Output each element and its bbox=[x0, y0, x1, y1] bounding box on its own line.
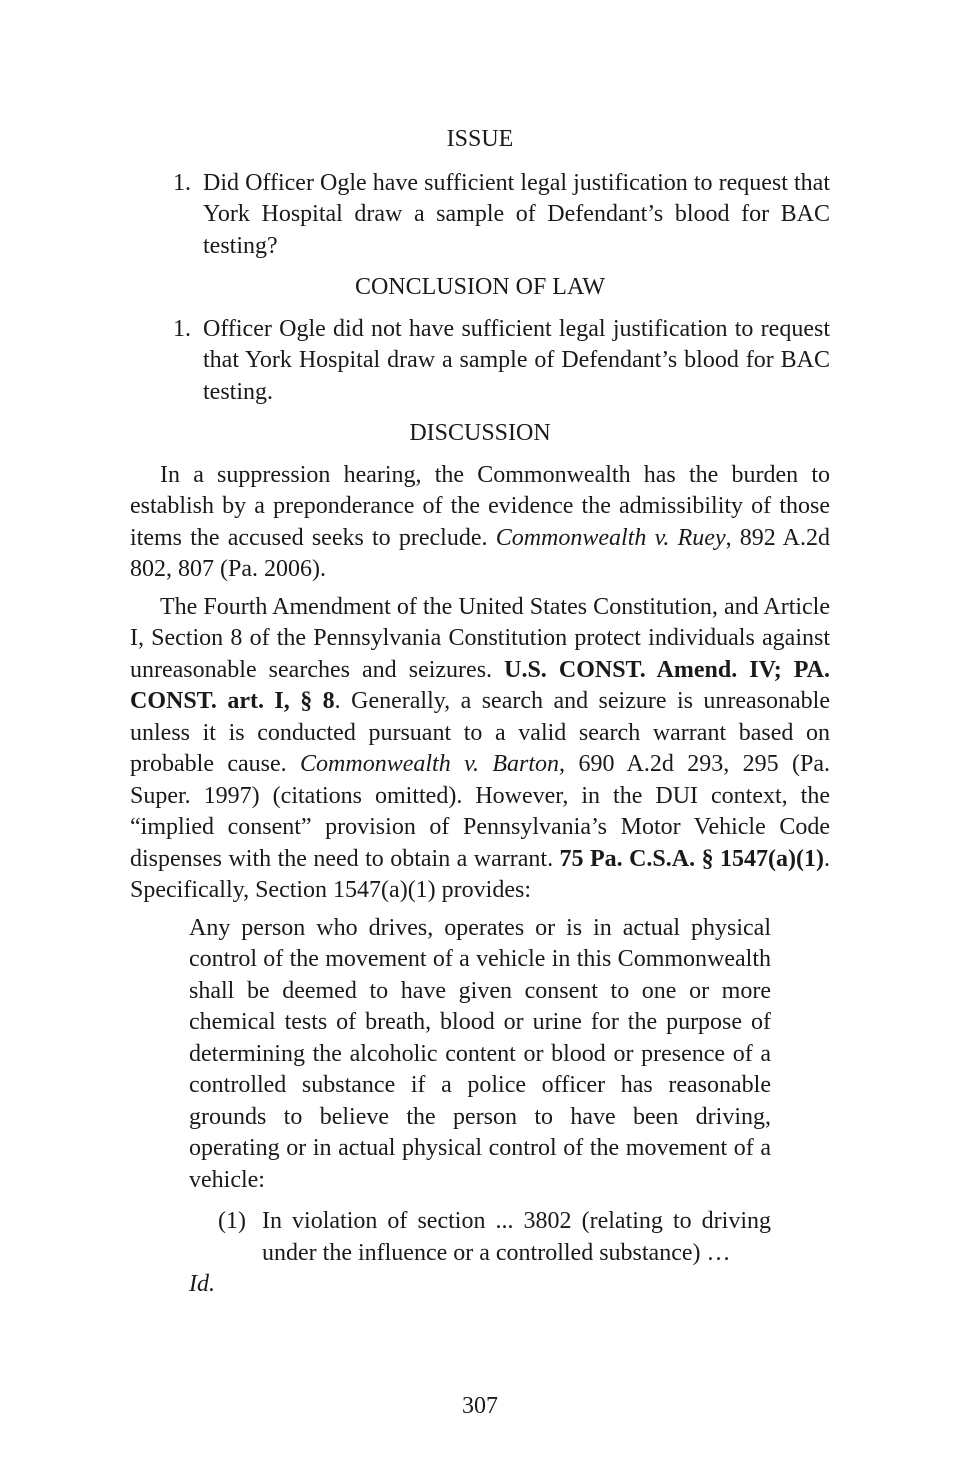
subsection-number: (1) bbox=[218, 1208, 246, 1234]
paragraph-2-text-b: . Generally, a search and seizure is unreasonable unless it is conducted pursuant to a valid search warrant based on probable cause. bbox=[130, 688, 831, 777]
issue-item bbox=[130, 168, 830, 263]
document-page bbox=[130, 124, 830, 1301]
quote-subsection bbox=[218, 1206, 771, 1269]
conclusion-item-text: Officer Ogle did not have sufficient legal justification to request that York Hospital draw a sample of Defendant’s blood for BAC testing. bbox=[203, 315, 830, 405]
conclusion-item bbox=[130, 314, 830, 409]
id-citation: Id. bbox=[189, 1271, 215, 1297]
paragraph-1-cite: , 892 A.2d 802, 807 (Pa. 2006). bbox=[130, 524, 830, 582]
conclusion-item-number: 1. bbox=[173, 315, 191, 342]
subsection-text: In violation of section ... 3802 (relating to driving under the influence or a controlled substance) … bbox=[262, 1208, 771, 1266]
case-citation-barton: Commonwealth v. Barton bbox=[300, 751, 560, 777]
case-citation-ruey: Commonwealth v. Ruey bbox=[495, 524, 726, 551]
constitution-citation: U.S. CONST. Amend. IV; PA. CONST. art. I, § 8 bbox=[130, 656, 831, 714]
issue-heading: ISSUE bbox=[446, 126, 514, 152]
issue-item-text: Did Officer Ogle have sufficient legal justification to request that York Hospital draw a sample of Defendant’s blood for BAC testing? bbox=[203, 169, 830, 259]
paragraph-2-text-a: The Fourth Amendment of the United States Constitution, and Article I, Section 8 of the Pennsylvania Constitution protect individuals against unreasonable searches and seizures. bbox=[130, 593, 830, 683]
discussion-paragraph-1 bbox=[130, 460, 830, 586]
discussion-paragraph-2 bbox=[130, 592, 830, 907]
block-quote: Any person who drives, operates or is in actual physical control of the movement of a vehicle in this Commonwealth shall be deemed to have given consent to one or more chemical tests of breath, blood or urine for the purpose of determining the alcoholic content or blood or presence of a controlled substance if a police officer has reasonable grounds to believe the person to have been driving, operating or in actual physical control of the movement of a vehicle: bbox=[189, 914, 771, 1193]
paragraph-1-text: In a suppression hearing, the Commonwealth has the burden to establish by a preponderance of the evidence the admissibility of those items the accused seeks to preclude. bbox=[130, 461, 830, 551]
paragraph-2-text-d: . Specifically, Section 1547(a)(1) provides: bbox=[130, 845, 830, 903]
conclusion-heading: CONCLUSION OF LAW bbox=[354, 274, 606, 300]
page-number: 307 bbox=[462, 1393, 498, 1419]
statute-citation: 75 Pa. C.S.A. § 1547(a)(1) bbox=[559, 845, 824, 872]
issue-item-number: 1. bbox=[173, 169, 191, 196]
discussion-heading: DISCUSSION bbox=[409, 420, 551, 446]
paragraph-2-text-c: , 690 A.2d 293, 295 (Pa. Super. 1997) (citations omitted). However, in the DUI context, the “implied consent” provision of Pennsylvania’s Motor Vehicle Code dispenses with the need to obtain a warrant. bbox=[130, 751, 830, 872]
